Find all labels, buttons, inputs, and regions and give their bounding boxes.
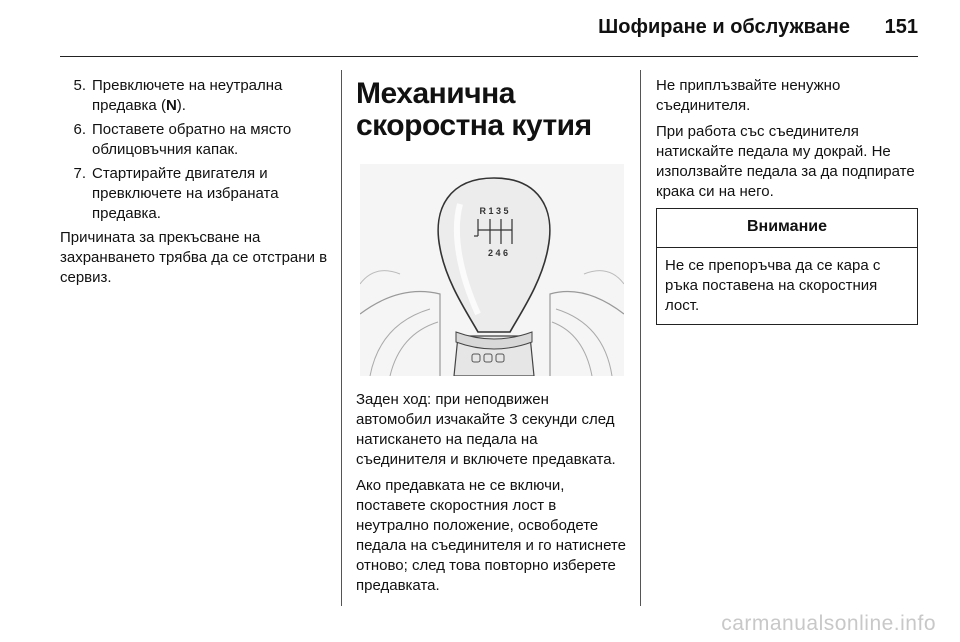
step-number: 5. — [73, 77, 86, 94]
step-text-part: ). — [176, 97, 186, 114]
list-item — [60, 164, 332, 224]
column-3 — [656, 76, 918, 325]
page-header-title: Шофиране и обслужване — [598, 16, 850, 38]
list-item — [60, 76, 332, 116]
watermark: carmanualsonline.info — [721, 612, 936, 635]
step-number: 7. — [73, 165, 86, 182]
paragraph: Не приплъзвайте ненужно съединителя. — [656, 77, 841, 114]
step-number: 6. — [73, 121, 86, 138]
paragraph: Заден ход: при неподвижен автомобил изчакайте 3 секунди след натискането на педала на съединителя и включете предавката. — [356, 391, 616, 468]
paragraph: Причината за прекъсване на захранването трябва да се отстрани в сервиз. — [60, 229, 328, 286]
column-divider-right — [640, 70, 641, 606]
step-text: Поставете обратно на място облицовъчния капак. — [92, 121, 292, 158]
steps-list — [60, 76, 332, 224]
step-text-part: Превключете на неутрална предавка ( — [92, 77, 283, 114]
header-rule — [60, 56, 918, 57]
page-number: 151 — [884, 16, 918, 38]
column-1 — [60, 76, 332, 294]
column-2 — [356, 76, 628, 602]
warning-box — [656, 208, 918, 325]
warning-text: Не се препоръчва да се кара с ръка поставена на скоростния лост. — [665, 257, 881, 314]
step-text: Стартирайте двигателя и превключете на избраната предавка. — [92, 165, 279, 222]
list-item — [60, 120, 332, 160]
warning-title: Внимание — [657, 209, 917, 248]
paragraph: При работа със съединителя натискайте педала му докрай. Не използвайте педала за да подпирате крака си на него. — [656, 123, 915, 200]
gear-knob-icon — [360, 164, 624, 376]
gear-pattern-top-label: R 1 3 5 — [479, 206, 509, 216]
section-title: Механична скоростна кутия — [356, 77, 592, 142]
column-divider-left — [341, 70, 342, 606]
gear-pattern-bottom-label: 2 4 6 — [487, 248, 509, 258]
neutral-symbol: N — [165, 97, 177, 114]
gear-knob-illustration — [360, 164, 624, 376]
step-text — [92, 76, 332, 116]
paragraph: Ако предавката не се включи, поставете скоростния лост в неутрално положение, освободете педала на съединителя и го натиснете отново; след това повторно изберете предавката. — [356, 477, 626, 594]
